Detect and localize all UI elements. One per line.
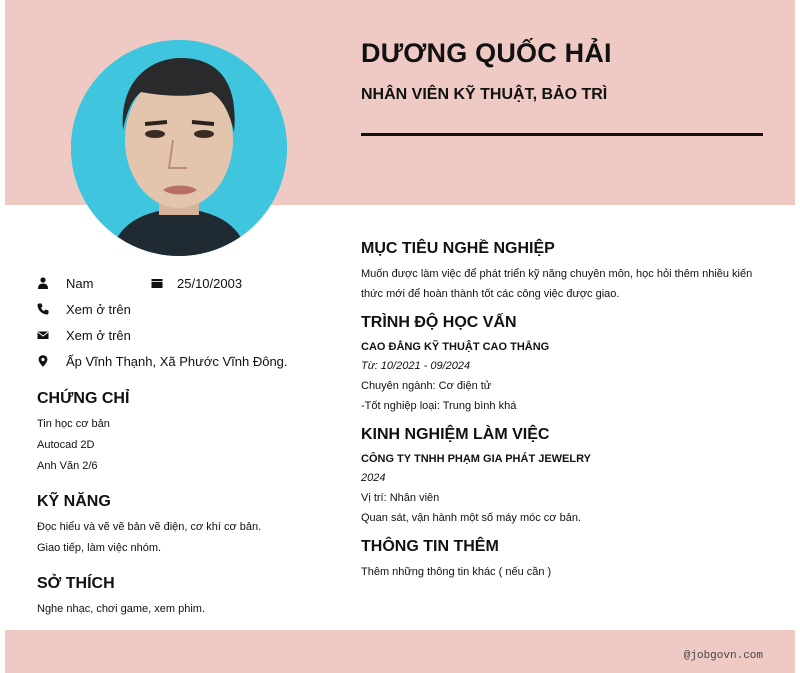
address-row	[37, 348, 337, 374]
company-name: CÔNG TY TNHH PHẠM GIA PHÁT JEWELRY	[361, 453, 591, 465]
experience-heading: KINH NGHIỆM LÀM VIỆC	[361, 426, 550, 443]
gender-value: Nam	[66, 275, 94, 291]
skill-item: Giao tiếp, làm việc nhóm.	[37, 542, 162, 554]
gender-dob-row	[37, 270, 337, 296]
objective-heading: MỤC TIÊU NGHỀ NGHIỆP	[361, 240, 555, 257]
location-pin-icon	[37, 355, 49, 367]
title-divider	[361, 133, 763, 136]
hobbies-text: Nghe nhạc, chơi game, xem phim.	[37, 603, 206, 615]
additional-heading: THÔNG TIN THÊM	[361, 538, 499, 555]
job-title: NHÂN VIÊN KỸ THUẬT, BẢO TRÌ	[361, 86, 608, 103]
certificate-item: Tin học cơ bản	[37, 418, 110, 430]
additional-section	[361, 538, 766, 582]
education-grade: -Tốt nghiệp loại: Trung bình khá	[361, 400, 517, 412]
person-name: DƯƠNG QUỐC HẢI	[361, 38, 612, 68]
phone-value: Xem ở trên	[66, 301, 131, 317]
education-period: Từ: 10/2021 - 09/2024	[361, 360, 471, 372]
phone-icon	[37, 303, 49, 315]
address-value: Ấp Vĩnh Thạnh, Xã Phước Vĩnh Đông.	[66, 353, 288, 369]
hobbies-heading: SỞ THÍCH	[37, 575, 115, 592]
calendar-icon	[151, 277, 163, 289]
brand-watermark: @jobgovn.com	[683, 650, 763, 662]
school-name: CAO ĐẲNG KỸ THUẬT CAO THẮNG	[361, 341, 550, 353]
education-heading: TRÌNH ĐỘ HỌC VẤN	[361, 314, 517, 331]
certificate-item: Anh Văn 2/6	[37, 460, 98, 472]
footer-band	[5, 630, 795, 673]
skills-heading: KỸ NĂNG	[37, 493, 111, 510]
email-row	[37, 322, 337, 348]
certificates-heading: CHỨNG CHỈ	[37, 390, 130, 407]
right-column	[361, 240, 766, 592]
person-icon	[37, 277, 49, 289]
objective-line: thức mới để hoàn thành tốt các công việc được giao.	[361, 288, 620, 300]
additional-text: Thêm những thông tin khác ( nếu cần )	[361, 566, 552, 578]
skill-item: Đọc hiểu và vẽ vẽ bản vẽ điện, cơ khí cơ bản.	[37, 521, 262, 533]
objective-section	[361, 240, 766, 304]
dob-group	[151, 276, 242, 291]
email-value: Xem ở trên	[66, 327, 131, 343]
avatar	[71, 40, 287, 256]
experience-period: 2024	[361, 472, 386, 484]
education-major: Chuyên ngành: Cơ điện tử	[361, 380, 492, 392]
objective-line: Muốn được làm việc để phát triển kỹ năng chuyên môn, học hỏi thêm nhiều kiến	[361, 268, 753, 280]
phone-row	[37, 296, 337, 322]
envelope-icon	[37, 329, 49, 341]
certificate-item: Autocad 2D	[37, 439, 95, 451]
dob-value: 25/10/2003	[177, 275, 243, 291]
left-column	[37, 270, 337, 620]
experience-section	[361, 426, 766, 528]
experience-position: Vị trí: Nhân viên	[361, 492, 440, 504]
education-section	[361, 314, 766, 416]
experience-duty: Quan sát, vận hành một số máy móc cơ bản.	[361, 512, 581, 524]
